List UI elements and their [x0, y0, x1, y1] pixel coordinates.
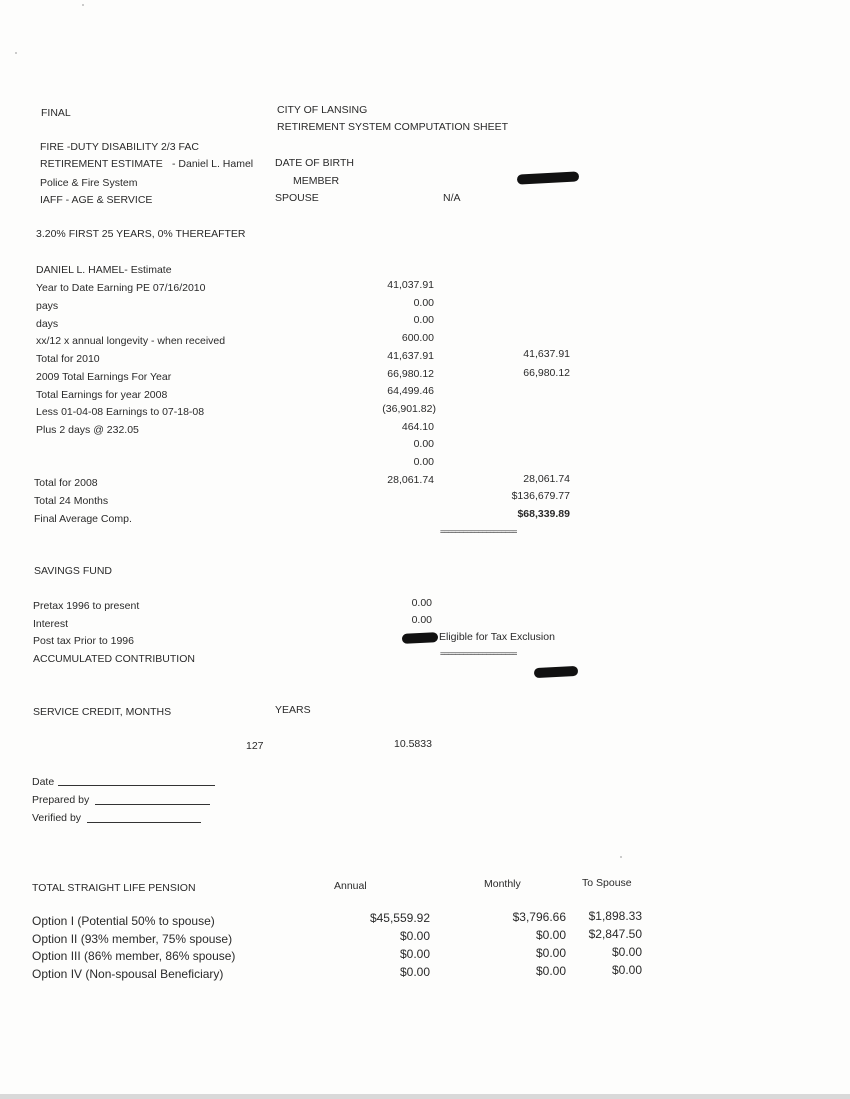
option-monthly: $0.00	[535, 964, 566, 978]
savings-row-label: Pretax 1996 to present	[33, 600, 140, 612]
earnings-row-total: $136,679.77	[511, 490, 570, 502]
earnings-row-label: xx/12 x annual longevity - when received	[36, 335, 226, 347]
option-label: Option II (93% member, 75% spouse)	[32, 932, 233, 946]
earnings-row-label: pays	[36, 300, 59, 312]
option-annual: $45,559.92	[369, 911, 430, 925]
member-label: MEMBER	[293, 175, 340, 187]
scan-speck	[15, 52, 17, 54]
service-years-value: 10.5833	[394, 738, 432, 750]
redacted-member-dob	[517, 171, 579, 184]
earnings-row-label: Total for 2008	[34, 477, 98, 489]
final-average-comp: $68,339.89	[517, 508, 570, 520]
redacted-accumulated-contribution	[534, 666, 578, 678]
earnings-row-amount: 66,980.12	[387, 368, 434, 380]
earnings-row-amount: 28,061.74	[387, 474, 434, 486]
retirement-type: FIRE -DUTY DISABILITY 2/3 FAC	[40, 141, 199, 153]
earnings-row-amount: 64,499.46	[387, 385, 434, 397]
earnings-row-label: Final Average Comp.	[34, 513, 132, 525]
earnings-row-amount: 41,637.91	[387, 350, 434, 362]
earnings-row-amount: 464.10	[401, 421, 434, 433]
scan-speck	[620, 856, 622, 858]
status-label: FINAL	[41, 107, 71, 119]
earnings-row-amount: 0.00	[413, 314, 434, 326]
option-monthly: $0.00	[535, 928, 566, 942]
earnings-row-label: 2009 Total Earnings For Year	[36, 371, 172, 383]
col-annual: Annual	[334, 880, 367, 892]
earnings-row-label: Total 24 Months	[34, 495, 109, 507]
earnings-row-amount: 0.00	[413, 438, 434, 450]
col-monthly: Monthly	[484, 878, 521, 890]
col-to-spouse: To Spouse	[582, 877, 632, 889]
spouse-dob-value: N/A	[443, 192, 461, 204]
service-credit-label: SERVICE CREDIT, MONTHS	[33, 706, 172, 718]
earnings-row-label: Total Earnings for year 2008	[36, 389, 168, 401]
earnings-heading: DANIEL L. HAMEL- Estimate	[36, 264, 172, 276]
earnings-row-label: Year to Date Earning PE 07/16/2010	[36, 282, 206, 294]
date-line	[58, 785, 215, 786]
option-label: Option III (86% member, 86% spouse)	[32, 949, 236, 963]
earnings-row-amount: 0.00	[413, 456, 434, 468]
prepared-by-label: Prepared by	[32, 794, 90, 806]
option-spouse: $0.00	[611, 963, 642, 977]
option-label: Option I (Potential 50% to spouse)	[32, 914, 215, 928]
savings-row-amount: 0.00	[411, 597, 432, 609]
savings-row-label: Post tax Prior to 1996	[33, 635, 134, 647]
option-annual: $0.00	[399, 947, 430, 961]
option-spouse: $0.00	[611, 945, 642, 959]
service-months-value: 127	[246, 740, 264, 752]
system-name: Police & Fire System	[40, 177, 138, 189]
double-rule: ====================	[440, 527, 517, 536]
estimate-label: RETIREMENT ESTIMATE	[40, 158, 163, 170]
option-spouse: $1,898.33	[588, 909, 642, 923]
scan-speck	[82, 4, 84, 6]
earnings-row-label: days	[36, 318, 59, 330]
option-annual: $0.00	[399, 965, 430, 979]
estimate-name: - Daniel L. Hamel	[172, 158, 254, 170]
option-spouse: $2,847.50	[588, 927, 642, 941]
dob-label: DATE OF BIRTH	[275, 157, 354, 169]
savings-row-label: Interest	[33, 618, 69, 630]
savings-row-label: ACCUMULATED CONTRIBUTION	[33, 653, 195, 665]
scan-edge	[0, 1094, 850, 1099]
option-monthly: $3,796.66	[512, 910, 566, 924]
option-monthly: $0.00	[535, 946, 566, 960]
earnings-row-label: Less 01-04-08 Earnings to 07-18-08	[36, 406, 205, 418]
option-annual: $0.00	[399, 929, 430, 943]
earnings-row-amount: 41,037.91	[387, 279, 434, 291]
savings-row-amount: 0.00	[411, 614, 432, 626]
union-name: IAFF - AGE & SERVICE	[40, 194, 153, 206]
date-label: Date	[32, 776, 55, 788]
earnings-row-label: Plus 2 days @ 232.05	[36, 424, 139, 436]
prepared-by-line	[95, 804, 210, 805]
earnings-row-label: Total for 2010	[36, 353, 100, 365]
option-label: Option IV (Non-spousal Beneficiary)	[32, 967, 224, 981]
earnings-row-amount: (36,901.82)	[382, 403, 436, 415]
redacted-post-tax-amount	[402, 632, 438, 644]
earnings-row-amount: 600.00	[401, 332, 434, 344]
verified-by-line	[87, 822, 201, 823]
spouse-label: SPOUSE	[275, 192, 319, 204]
savings-heading: SAVINGS FUND	[34, 565, 112, 577]
org-name: CITY OF LANSING	[277, 104, 368, 116]
earnings-row-total: 28,061.74	[523, 473, 570, 485]
verified-by-label: Verified by	[32, 812, 82, 824]
years-label: YEARS	[275, 704, 311, 716]
pension-heading: TOTAL STRAIGHT LIFE PENSION	[32, 882, 196, 894]
tax-exclusion-note: Eligible for Tax Exclusion	[439, 631, 555, 643]
earnings-row-amount: 0.00	[413, 297, 434, 309]
multiplier-text: 3.20% FIRST 25 YEARS, 0% THEREAFTER	[36, 228, 246, 240]
earnings-row-total: 41,637.91	[523, 348, 570, 360]
sheet-title: RETIREMENT SYSTEM COMPUTATION SHEET	[277, 121, 509, 133]
earnings-row-total: 66,980.12	[523, 367, 570, 379]
double-rule: ====================	[440, 649, 517, 658]
